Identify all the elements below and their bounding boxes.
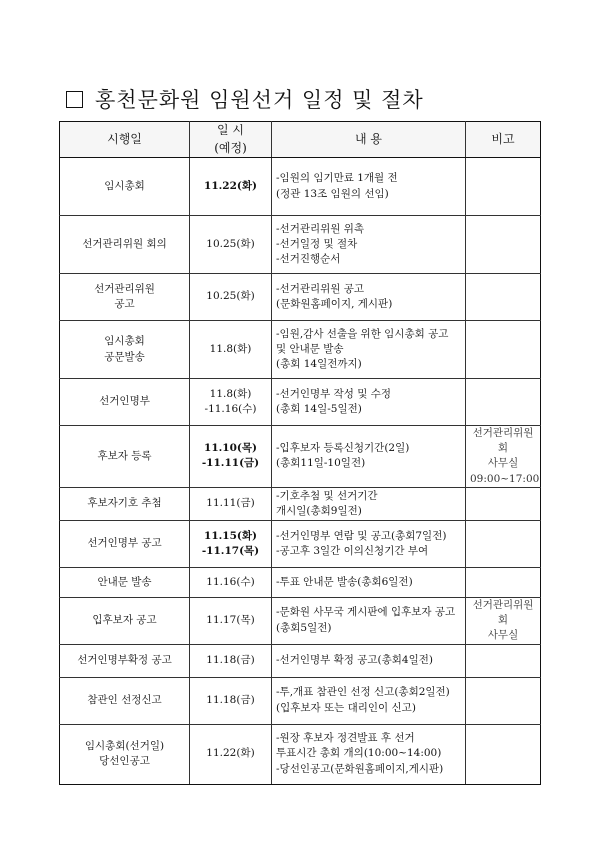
cell-content-line: -투표 안내문 발송(총회6일전) [276, 575, 413, 588]
cell-date [190, 426, 272, 488]
cell-event-line: 선거관리위원 [94, 282, 155, 295]
cell-date-line: 10.25(화) [206, 237, 255, 250]
cell-date [190, 567, 272, 597]
cell-content [272, 520, 466, 567]
cell-event [60, 567, 190, 597]
cell-event-line: 당선인공고 [99, 755, 150, 768]
cell-note [466, 644, 541, 677]
table-row [60, 520, 541, 567]
cell-content-line: (총회 14일-5일전) [276, 403, 362, 415]
cell-content [272, 724, 466, 784]
cell-event-line: 안내문 발송 [97, 575, 152, 588]
table-row [60, 158, 541, 216]
cell-note [466, 379, 541, 426]
cell-content [272, 379, 466, 426]
table-header-row [60, 122, 541, 158]
cell-note [466, 426, 541, 488]
cell-date-line: 10.25(화) [206, 290, 255, 303]
cell-content-line: (문화원홈페이지, 게시판) [276, 298, 393, 310]
schedule-table [59, 121, 541, 785]
cell-content-line: -원장 후보자 정견발표 후 선거 [276, 732, 415, 745]
cell-event [60, 487, 190, 520]
cell-event-line: 선거인명부확정 공고 [77, 653, 172, 666]
cell-event-line: 참관인 선정신고 [87, 693, 162, 706]
cell-note-line: 사무실 [487, 457, 519, 470]
cell-date [190, 379, 272, 426]
cell-content-line: -기호추첨 및 선거기간 [276, 489, 378, 502]
cell-date [190, 487, 272, 520]
cell-date-line: 11.18(금) [206, 693, 255, 706]
cell-event [60, 597, 190, 644]
cell-content-line: -선거관리위원 위촉 [276, 222, 365, 235]
header-note: 비고 [466, 122, 541, 158]
cell-date [190, 216, 272, 274]
cell-content-line: -임원의 임기만료 1개월 전 [276, 172, 398, 185]
cell-event-line: 후보자기호 추첨 [87, 497, 162, 510]
cell-note [466, 520, 541, 567]
cell-event [60, 644, 190, 677]
cell-content [272, 487, 466, 520]
table-row [60, 567, 541, 597]
cell-note [466, 567, 541, 597]
cell-content-line: -선거진행순서 [276, 253, 341, 266]
cell-date [190, 724, 272, 784]
cell-event [60, 677, 190, 724]
checkbox-square-icon [66, 91, 83, 108]
cell-event [60, 321, 190, 379]
cell-event-line: 임시총회 [104, 179, 145, 192]
cell-content-line: (총회 14일전까지) [276, 358, 362, 371]
cell-date [190, 597, 272, 644]
cell-event-line: 임시총회(선거일) [84, 739, 165, 752]
cell-date-line: 11.8(화) [209, 387, 252, 400]
document-title-text: 홍천문화원 임원선거 일정 및 절차 [95, 88, 424, 112]
cell-note-line: 사무실 [487, 629, 519, 642]
cell-note [466, 677, 541, 724]
table-row [60, 597, 541, 644]
cell-date [190, 321, 272, 379]
cell-event [60, 724, 190, 784]
header-content: 내 용 [272, 122, 466, 158]
table-row [60, 274, 541, 321]
cell-content [272, 567, 466, 597]
cell-date-line: 11.8(화) [209, 342, 252, 355]
cell-note [466, 487, 541, 520]
cell-date [190, 677, 272, 724]
cell-date-line: -11.17(목) [201, 544, 260, 557]
cell-content-line: -선거인명부 확정 공고(총회4일전) [276, 653, 433, 666]
cell-date-line: 11.22(화) [204, 179, 257, 192]
cell-event-line: 공고 [114, 298, 135, 310]
cell-content [272, 644, 466, 677]
cell-content-line: -선거관리위원 공고 [276, 282, 365, 295]
cell-note-line: 09:00~17:00 [470, 472, 540, 485]
cell-content-line: (정관 13조 임원의 선임) [276, 187, 389, 200]
cell-content-line: (입후보자 또는 대리인이 신고) [276, 701, 416, 714]
cell-content-line: 및 안내문 발송 [276, 342, 344, 355]
header-date: 일 시 (예정) [190, 122, 272, 158]
table-row [60, 644, 541, 677]
table-row [60, 426, 541, 488]
cell-date-line: 11.17(목) [206, 614, 255, 627]
cell-content-line: -선거인명부 연람 및 공고(총회7일전) [276, 529, 447, 542]
cell-content-line: (총회5일전) [276, 621, 332, 634]
cell-content-line: 개시일(총회9일전) [276, 504, 362, 517]
cell-content-line: -투,개표 참관인 선정 신고(총회2일전) [276, 686, 450, 699]
cell-note [466, 216, 541, 274]
cell-event-line: 선거인명부 [99, 395, 150, 408]
cell-content [272, 597, 466, 644]
cell-note [466, 597, 541, 644]
table-row [60, 724, 541, 784]
table-row [60, 487, 541, 520]
cell-note [466, 321, 541, 379]
cell-event [60, 158, 190, 216]
cell-content [272, 426, 466, 488]
cell-date [190, 644, 272, 677]
cell-content-line: -문화원 사무국 게시판에 입후보자 공고 [276, 606, 456, 619]
cell-note [466, 158, 541, 216]
cell-event-line: 공문발송 [104, 350, 145, 363]
cell-event [60, 426, 190, 488]
cell-content [272, 216, 466, 274]
cell-date [190, 158, 272, 216]
table-body [60, 158, 541, 785]
cell-date-line: 11.16(수) [206, 575, 255, 588]
cell-content-line: -당선인공고(문화원홈페이지,게시판) [276, 762, 444, 775]
cell-event [60, 274, 190, 321]
cell-content-line: 투표시간 총회 개의(10:00~14:00) [276, 747, 442, 760]
table-row [60, 379, 541, 426]
cell-note-line: 선거관리위원회 [472, 598, 534, 627]
cell-content [272, 158, 466, 216]
cell-date-line: 11.10(목) [204, 442, 257, 455]
cell-note [466, 724, 541, 784]
cell-event-line: 입후보자 공고 [92, 614, 157, 627]
cell-content-line: -공고후 3일간 이의신청기간 부여 [276, 544, 429, 557]
table-row [60, 321, 541, 379]
cell-date [190, 520, 272, 567]
cell-event-line: 선거관리위원 회의 [82, 237, 167, 250]
cell-content-line: (총회11일-10일전) [276, 457, 366, 470]
cell-date-line: -11.11(금) [201, 457, 260, 470]
cell-event-line: 후보자 등록 [97, 449, 152, 462]
table-row [60, 216, 541, 274]
cell-content-line: -선거일정 및 절차 [276, 237, 358, 250]
cell-note [466, 274, 541, 321]
cell-content-line: -선거인명부 작성 및 수정 [276, 387, 391, 400]
cell-event [60, 520, 190, 567]
cell-event [60, 216, 190, 274]
table-row [60, 677, 541, 724]
document-title [66, 84, 424, 114]
cell-event [60, 379, 190, 426]
cell-date-line: 11.11(금) [206, 497, 255, 510]
cell-event-line: 선거인명부 공고 [87, 537, 162, 550]
cell-date-line: -11.16(수) [204, 403, 257, 415]
cell-content [272, 677, 466, 724]
cell-content-line: -입후보자 등록신청기간(2일) [276, 442, 410, 455]
header-event: 시행일 [60, 122, 190, 158]
cell-content [272, 321, 466, 379]
cell-content [272, 274, 466, 321]
cell-event-line: 임시총회 [104, 335, 145, 348]
cell-note-line: 선거관리위원회 [472, 427, 534, 455]
cell-date [190, 274, 272, 321]
cell-content-line: -임원,감사 선출을 위한 임시총회 공고 [276, 327, 449, 340]
cell-date-line: 11.18(금) [206, 653, 255, 666]
cell-date-line: 11.22(화) [206, 747, 255, 760]
cell-date-line: 11.15(화) [204, 529, 257, 542]
